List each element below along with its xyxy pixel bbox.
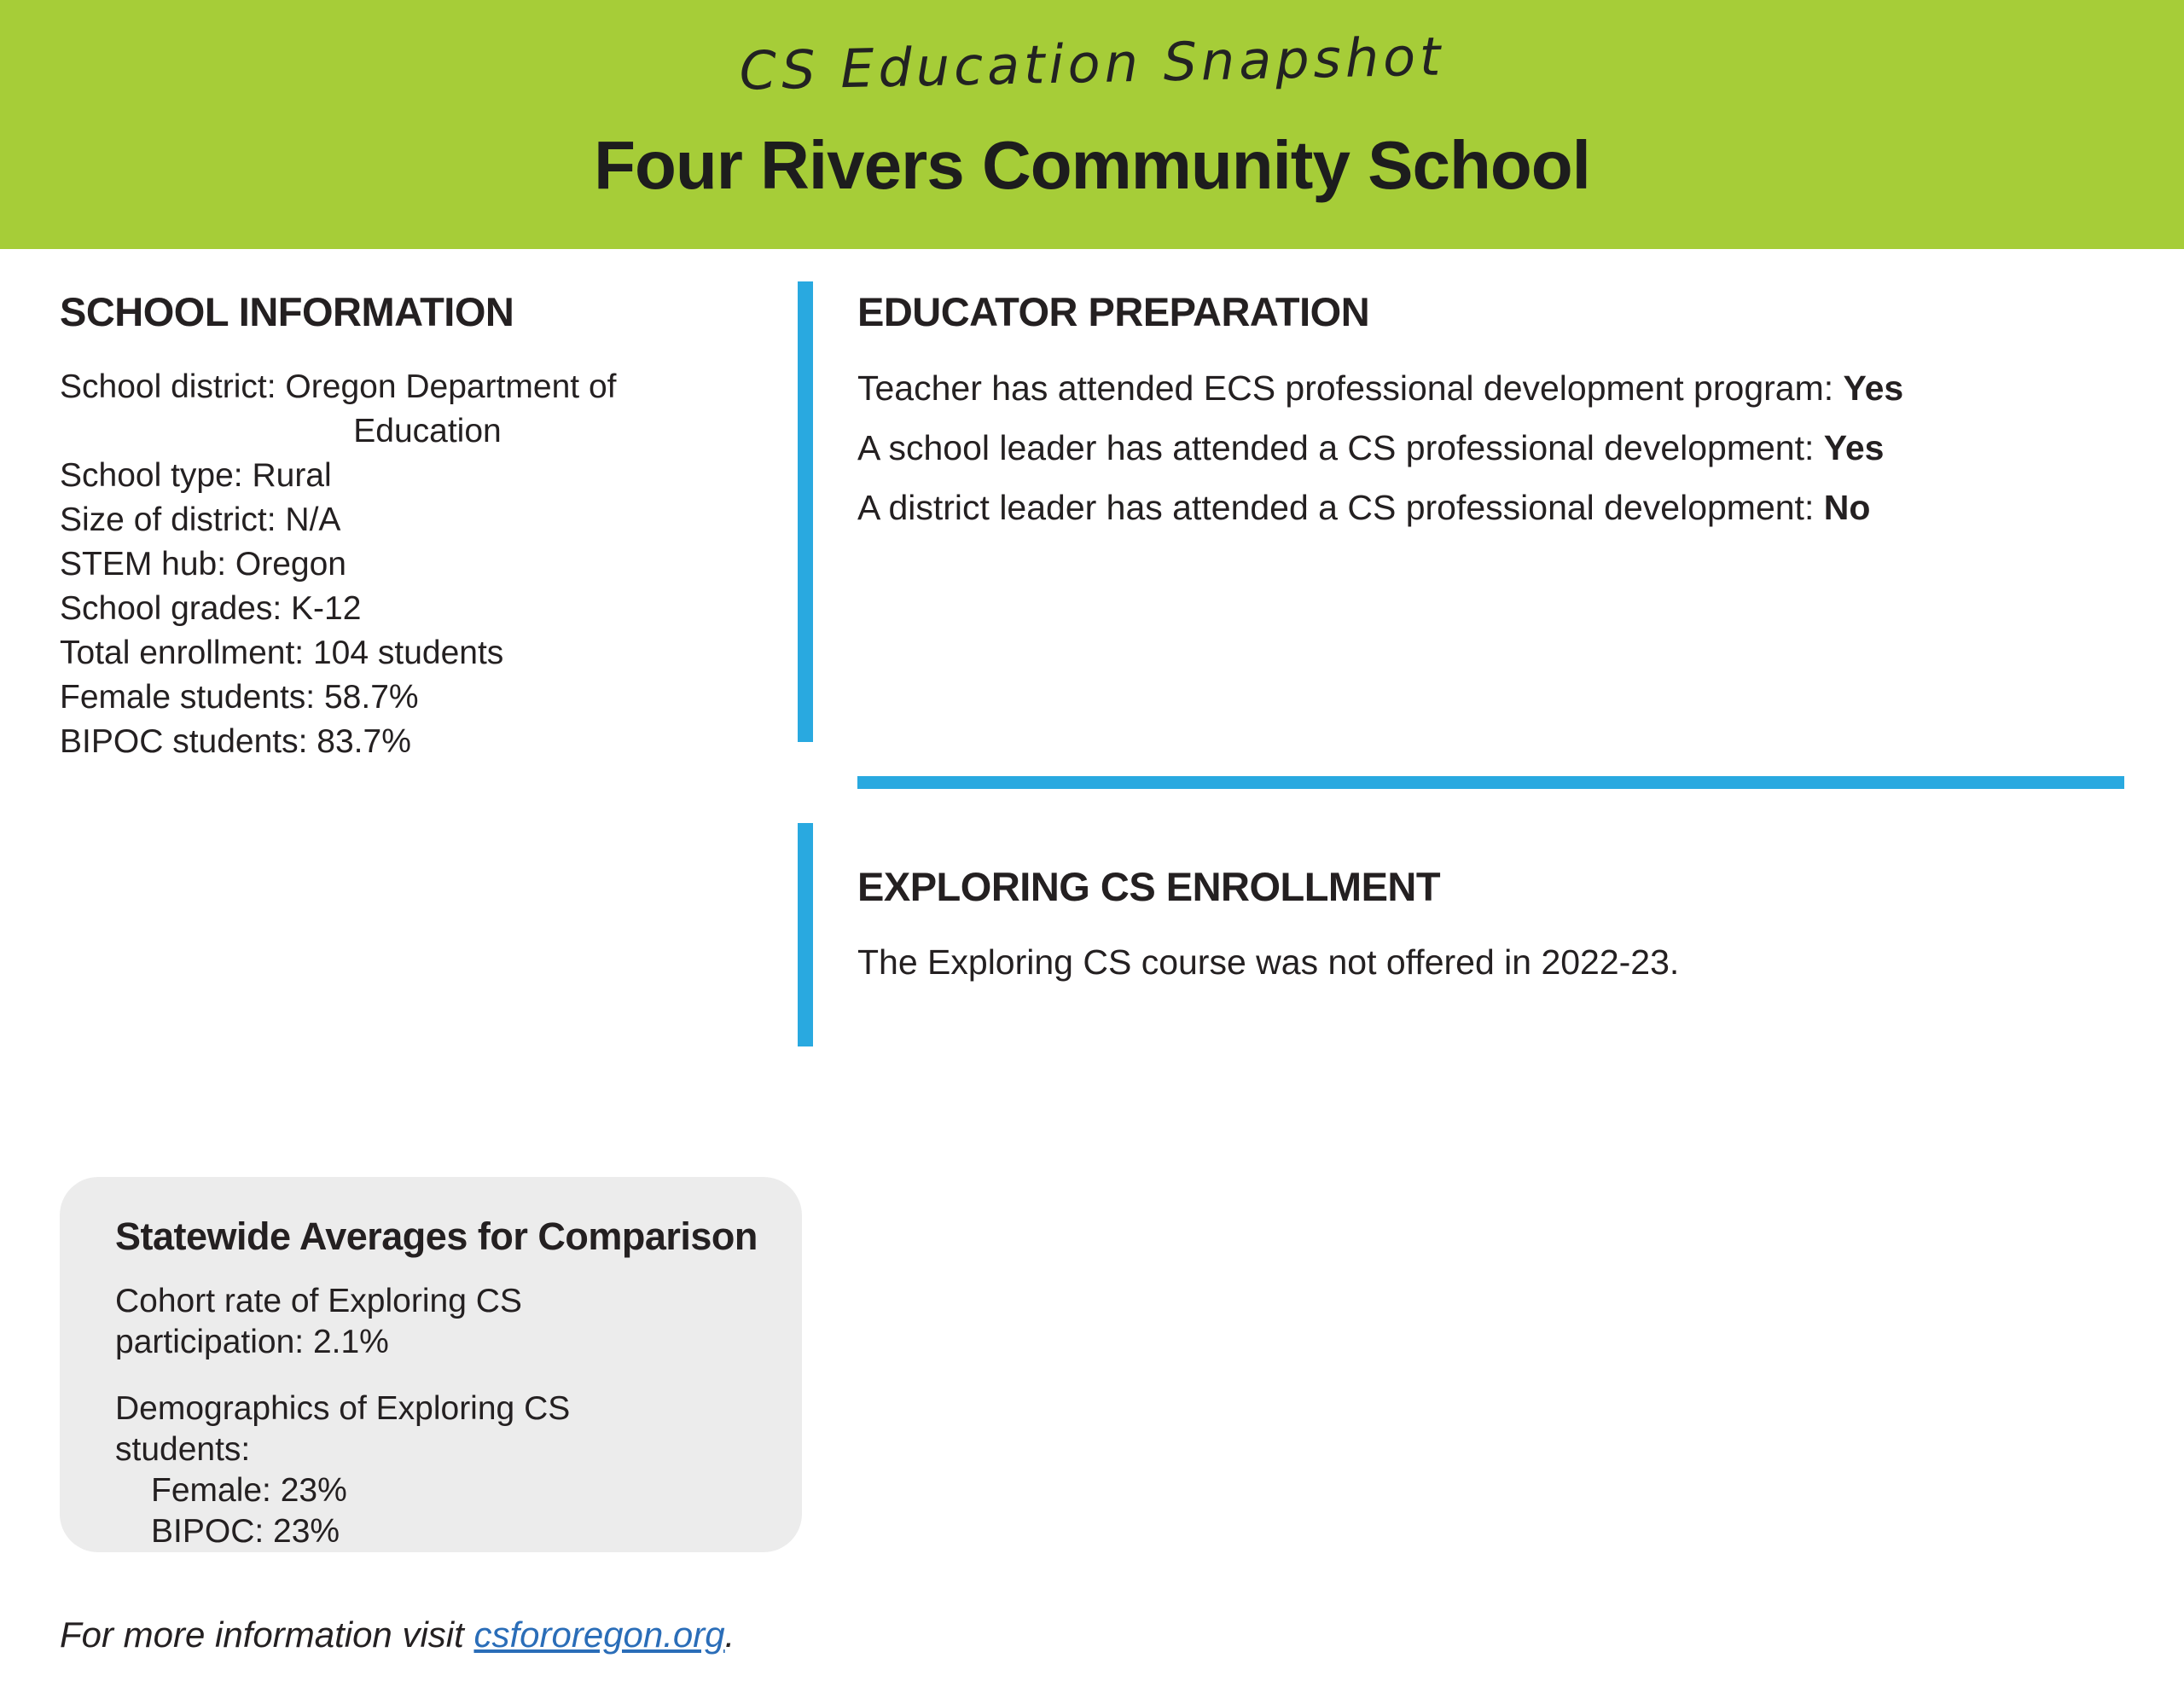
demographics-line1: Demographics of Exploring CS [115, 1390, 571, 1427]
district-leader-pd-line [857, 478, 2154, 537]
teacher-pd-line [857, 358, 2154, 418]
female-average-line: Female: 23% [151, 1472, 347, 1509]
stem-hub-line: STEM hub: Oregon [60, 546, 346, 583]
exploring-cs-enrollment-body: The Exploring CS course was not offered in 2022-23. [857, 942, 1680, 982]
cohort-rate-paragraph [115, 1281, 755, 1363]
teacher-pd-text: Teacher has attended ECS professional development program: [857, 368, 1844, 408]
school-information-body [60, 365, 795, 764]
footer-prefix-text: For more information visit [60, 1615, 474, 1655]
demographics-line2: students: [115, 1431, 251, 1468]
school-leader-pd-line [857, 418, 2154, 478]
educator-preparation-body [857, 358, 2154, 537]
header-script-title: CS Education Snapshot [738, 25, 1446, 102]
bipoc-students-line: BIPOC students: 83.7% [60, 723, 411, 760]
school-leader-pd-text: A school leader has attended a CS professional development: [857, 428, 1824, 467]
cohort-rate-line2: participation: 2.1% [115, 1324, 389, 1360]
educator-section-accent-bar [798, 281, 813, 742]
exploring-cs-enrollment-heading: EXPLORING CS ENROLLMENT [857, 864, 1441, 909]
bipoc-average-line: BIPOC: 23% [151, 1513, 340, 1550]
exploring-section-accent-bar [798, 823, 813, 1046]
female-students-line: Female students: 58.7% [60, 679, 419, 716]
school-name-title: Four Rivers Community School [594, 127, 1590, 203]
school-type-line: School type: Rural [60, 457, 332, 494]
district-leader-pd-text: A district leader has attended a CS professional development: [857, 488, 1824, 527]
total-enrollment-line: Total enrollment: 104 students [60, 635, 504, 671]
educator-preparation-heading: EDUCATOR PREPARATION [857, 289, 1370, 334]
school-grades-line: School grades: K-12 [60, 590, 362, 627]
demographics-paragraph [115, 1388, 755, 1552]
statewide-averages-heading: Statewide Averages for Comparison [115, 1215, 758, 1258]
footer-note [60, 1615, 735, 1655]
csfororegon-link[interactable]: csfororegon.org [473, 1615, 725, 1655]
school-district-line2: Education [353, 413, 502, 449]
school-leader-pd-answer: Yes [1823, 428, 1885, 467]
header-banner [0, 0, 2184, 249]
district-size-line: Size of district: N/A [60, 501, 341, 538]
cohort-rate-line1: Cohort rate of Exploring CS [115, 1283, 522, 1319]
footer-suffix-text: . [724, 1615, 735, 1655]
school-district-line1: School district: Oregon Department of [60, 368, 617, 405]
district-leader-pd-answer: No [1823, 488, 1871, 527]
school-information-heading: SCHOOL INFORMATION [60, 289, 514, 334]
statewide-averages-box [60, 1177, 802, 1552]
section-divider-rule [857, 776, 2124, 789]
teacher-pd-answer: Yes [1843, 368, 1904, 408]
